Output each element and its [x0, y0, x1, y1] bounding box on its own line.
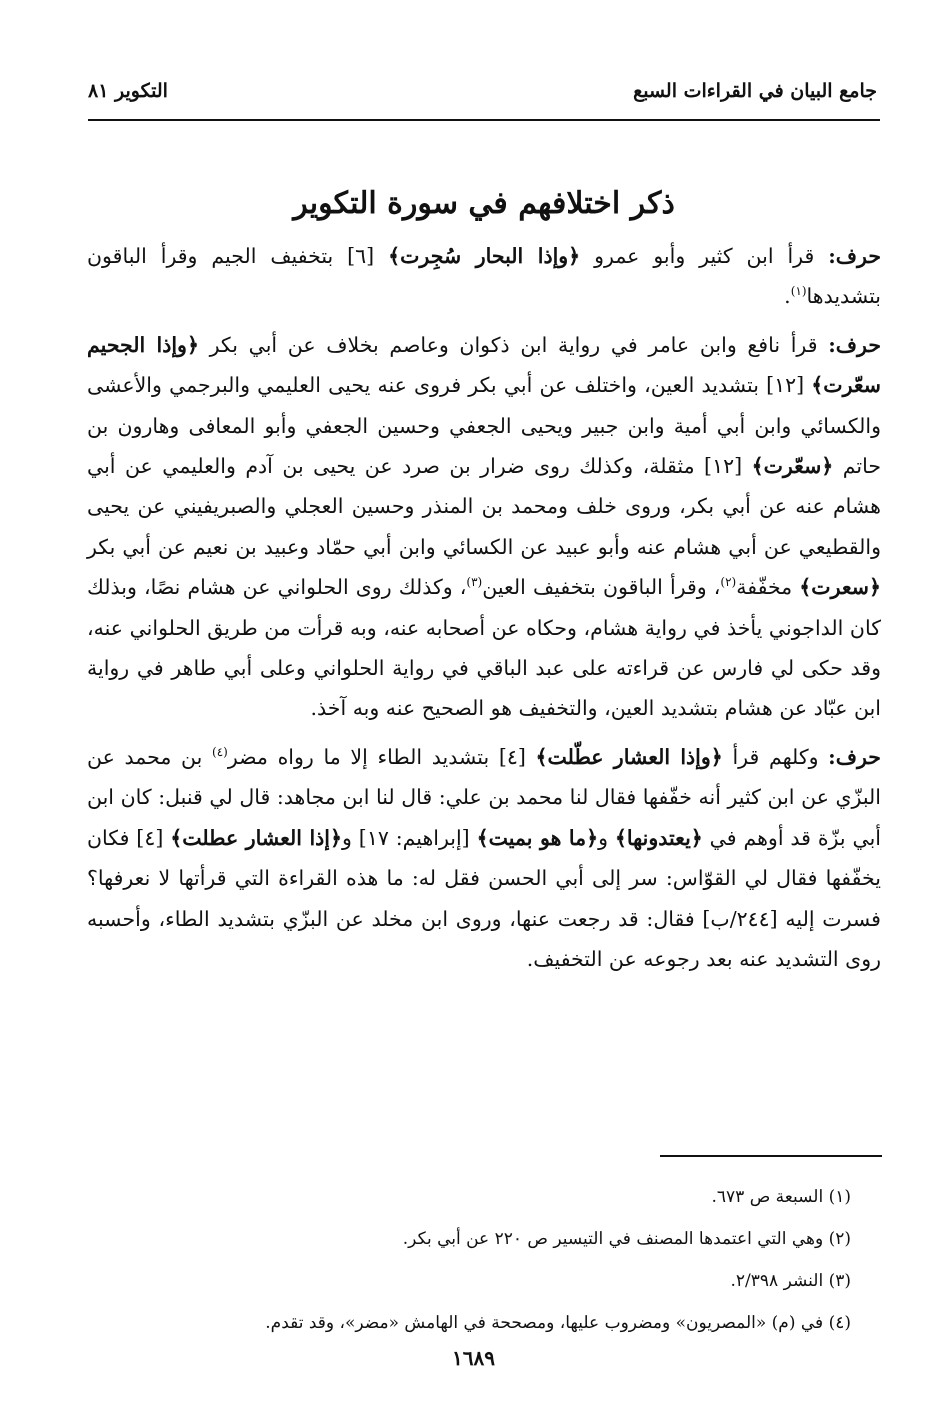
paragraph-3: [87, 737, 881, 979]
text-run: وكلهم قرأ: [722, 744, 829, 769]
text-run: [٤] فكان يخفّفها فقال لي القوّاس: سر إلى أبي الحسن فقل له: ما هذه القراءة التي قرأتها لا نعرفها؟ فسرت إليه [٢٤٤/ب] فقال: قد رجعت عنها، وروى ابن مخلد عن البزّي بتشديد الطاء، وأحسبه روى التشديد عنه بعد رجوعه عن التخفيف.: [87, 825, 881, 971]
text-run: ، وكذلك روى الحلواني عن هشام نصًا، وبذلك كان الداجوني يأخذ في رواية هشام، وحكاه عن أصحابه عنه، وبه قرأت من طريق الحلواني عنه، وقد حكى لي فارس عن قراءته على عبد الباقي في رواية الحلواني وعلى أبي طاهر في رواية ابن عبّاد عن هشام بتشديد العين، والتخفيف هو الصحيح عنه وبه آخذ.: [87, 575, 881, 721]
body-text: [87, 236, 881, 987]
text-run: [١٢] بتشديد العين، واختلف عن أبي بكر فروى عنه يحيى العليمي والبرجمي والأعشى والكسائي وابن أبي أمية وابن جبير ويحيى الجعفي وحسين الجعفي وأبو المعافى وهارون بن حاتم: [87, 373, 881, 479]
chapter-and-page: التكوير ٨١: [88, 80, 168, 102]
quran-verse: ﴿سعّرت﴾: [751, 454, 834, 479]
section-title: ذكر اختلافهم في سورة التكوير: [293, 186, 675, 221]
text-run: ، وقرأ الباقون بتخفيف العين: [482, 575, 721, 600]
footnote-2: (٢) وهي التي اعتمدها المصنف في التيسير ص ٢٢٠ عن أبي بكر.: [402, 1229, 851, 1249]
paragraph-1: [87, 236, 881, 317]
text-run: بن محمد عن البزّي عن ابن كثير أنه خفّفها فقال لنا محمد بن علي: قال لنا ابن مجاهد: قال لي قنبل: كان ابن أبي بزّة قد أوهم في: [87, 744, 881, 850]
quran-verse: ﴿وإذا البحار سُجِرت﴾: [388, 244, 581, 268]
footnote-ref: (٢): [720, 575, 737, 590]
quran-verse: ﴿إذا العشار عطلت﴾: [170, 825, 343, 850]
paragraph-label: حرف:: [828, 744, 881, 769]
footnotes: [91, 1176, 851, 1344]
paragraph-label: حرف:: [828, 332, 881, 357]
quran-verse: ﴿وإذا الجحيم سعّرت﴾: [87, 332, 881, 398]
footnote-ref: (٤): [212, 745, 228, 760]
quran-verse: ﴿ما هو بميت﴾: [476, 825, 599, 850]
text-run: قرأ ابن كثير وأبو عمرو: [580, 244, 829, 268]
footnote-ref: (١): [790, 284, 807, 299]
book-title: جامع البيان في القراءات السبع: [633, 80, 877, 102]
text-run: قرأ نافع وابن عامر في رواية ابن ذكوان وعاصم بخلاف عن أبي بكر: [198, 332, 829, 357]
quran-verse: ﴿يعتدونها﴾: [614, 825, 703, 850]
text-run: [إبراهيم: ١٧] و: [342, 825, 477, 850]
footnote-1: (١) السبعة ص ٦٧٣.: [711, 1187, 851, 1207]
page-number: ١٦٨٩: [452, 1346, 495, 1370]
quran-verse: ﴿وإذا العشار عطّلت﴾: [535, 744, 723, 769]
footnote-3: (٣) النشر ٢/٣٩٨.: [730, 1271, 851, 1291]
footnote-4: (٤) في (م) «المصريون» ومضروب عليها، ومصححة في الهامش «مضر»، وقد تقدم.: [265, 1313, 851, 1333]
running-header: [88, 80, 877, 110]
paragraph-label: حرف:: [828, 244, 882, 268]
text-run: [١٢] مثقلة، وكذلك روى ضرار بن صرد عن يحيى بن آدم والعليمي عن أبي هشام عنه عن أبي بكر، وروى خلف ومحمد بن المنذر وحسين العجلي والصبريفيني عن يحيى والقطيعي عن أبي هشام عنه وأبو عبيد عن الكسائي وابن أبي حمّاد وعبيد بن نعيم عن أبي بكر: [87, 454, 881, 559]
footnote-rule: [660, 1155, 882, 1157]
text-run: مخفّفة: [736, 575, 800, 600]
text-run: .: [784, 284, 791, 309]
header-rule: [88, 119, 880, 121]
quran-verse: ﴿سعرت﴾: [799, 575, 881, 600]
text-run: و: [598, 825, 615, 850]
text-run: [٦] بتخفيف الجيم وقرأ الباقون بتشديدها: [87, 244, 881, 309]
footnote-ref: (٣): [466, 575, 483, 590]
text-run: [٤] بتشديد الطاء إلا ما رواه مضر: [227, 744, 536, 769]
paragraph-2: [87, 325, 881, 729]
